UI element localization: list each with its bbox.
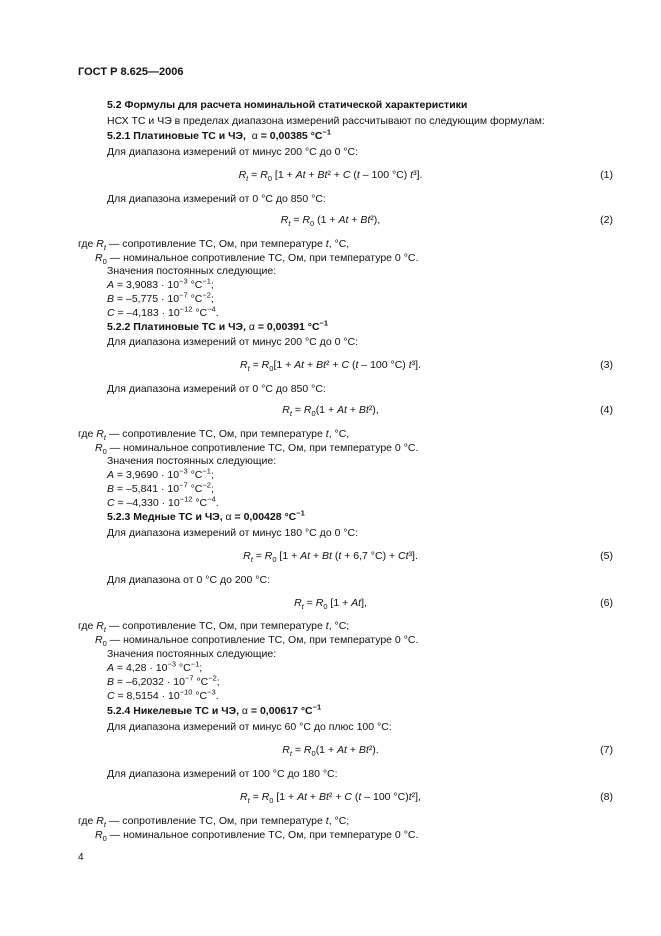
where-r0: $R_0$ — номинальное сопротивление ТС, Ом, при температуре 0 °С. (95, 829, 419, 844)
where-r0: $R_0$ — номинальное сопротивление ТС, Ом, при температуре 0 °С. (95, 442, 419, 457)
range-text: Для диапазона измерений от минус 200 °С до 0 °С: (107, 336, 359, 348)
section-intro: НСХ ТС и ЧЭ в пределах диапазона измерений рассчитывают по следующим формулам: (107, 115, 545, 127)
constant-b: $B = -5,841 \cdot 10^{-7}$ $^\circ С^{-2}$; (107, 480, 214, 495)
subsection-5-2-4: 5.2.4 Никелевые ТС и ЧЭ, α = 0,00617 $^\circ С^{-1}$ (107, 702, 322, 717)
formula-number: (8) (600, 791, 613, 803)
where-rt: где $R_t$ — сопротивление ТС, Ом, при температуре t, °С, (78, 428, 350, 443)
formula-number: (7) (600, 744, 613, 756)
formula-3: $R_t = R_0[1 + At + Bt^2 + C$ (t – 100 °С) t³]. (240, 359, 421, 374)
where-r0: $R_0$ — номинальное сопротивление ТС, Ом, при температуре 0 °С. (95, 252, 419, 267)
constant-a: $A = 3,9083 \cdot 10^{-3}$ $^\circ С^{-1}$; (107, 276, 214, 291)
constant-c: $C = -4,183 \cdot 10^{-12}$ $^\circ С^{-4}$. (107, 304, 219, 319)
formula-number: (3) (600, 359, 613, 371)
formula-4: $R_t = R_0(1 + At + Bt^2)$, (282, 404, 379, 419)
range-text: Для диапазона измерений от минус 180 °С до 0 °С: (107, 527, 359, 539)
formula-number: (1) (600, 169, 613, 181)
subsection-5-2-1: 5.2.1 Платиновые ТС и ЧЭ, α = 0,00385 $^\circ С^{-1}$ (107, 127, 332, 142)
where-rt: где $R_t$ — сопротивление ТС, Ом, при температуре t, °С, (78, 238, 350, 253)
range-text: Для диапазона измерений от 100 °С до 180 °С: (107, 768, 338, 780)
formula-8: $R_t = R_0$ [1 + At + Bt² + C (t – 100 °С)t²], (240, 791, 421, 806)
constant-a: $A = 4,28 \cdot 10^{-3}$ $^\circ С^{-1}$; (107, 659, 203, 674)
formula-5: $R_t = R_0$ [1 + At + Bt (t + 6,7 °С) + Ct³]. (243, 550, 418, 565)
formula-number: (4) (600, 404, 613, 416)
formula-number: (2) (600, 214, 613, 226)
formula-number: (6) (600, 597, 613, 609)
constant-b: $B = -5,775 \cdot 10^{-7}$ $^\circ С^{-2}$; (107, 290, 214, 305)
constant-c: $C = 8,5154 \cdot 10^{-10}$ $^\circ С^{-3}$. (107, 687, 219, 702)
range-text: Для диапазона измерений от минус 60 °С до плюс 100 °С: (107, 721, 392, 733)
constant-b: $B = -6,2032 \cdot 10^{-7}$ $^\circ С^{-2}$; (107, 673, 220, 688)
where-r0: $R_0$ — номинальное сопротивление ТС, Ом, при температуре 0 °С. (95, 634, 419, 649)
document-header: ГОСТ Р 8.625—2006 (78, 66, 184, 78)
range-text: Для диапазона измерений от 0 °С до 850 °С: (107, 383, 326, 395)
subsection-5-2-3: 5.2.3 Медные ТС и ЧЭ, α = 0,00428 $^\circ С^{-1}$ (107, 508, 305, 523)
range-text: Для диапазона измерений от минус 200 °С до 0 °С: (107, 146, 359, 158)
formula-6: $R_t = R_0$ [1 + At], (294, 597, 367, 612)
constant-a: $A = 3,9690 \cdot 10^{-3}$ $^\circ С^{-1}$; (107, 466, 214, 481)
formula-number: (5) (600, 550, 613, 562)
section-title: 5.2 Формулы для расчета номинальной статической характеристики (107, 99, 468, 111)
constants-intro: Значения постоянных следующие: (107, 265, 277, 277)
range-text: Для диапазона от 0 °С до 200 °С: (107, 574, 270, 586)
page-number: 4 (78, 852, 84, 863)
constants-intro: Значения постоянных следующие: (107, 648, 277, 660)
formula-7: $R_t = R_0(1 + At + Bt^2)$. (282, 744, 379, 759)
constants-intro: Значения постоянных следующие: (107, 455, 277, 467)
constant-c: $C = -4,330 \cdot 10^{-12}$ $^\circ С^{-4}$. (107, 494, 219, 509)
formula-1: $R_t = R_0$ [1 + At + Bt² + C (t – 100 °С) t³]. (238, 169, 423, 184)
where-rt: где $R_t$ — сопротивление ТС, Ом, при температуре t, °С; (78, 620, 350, 635)
where-rt: где $R_t$ — сопротивление ТС, Ом, при температуре t, °С; (78, 815, 350, 830)
formula-2: $R_t = R_0$ (1 + At + Bt²), (280, 214, 381, 229)
range-text: Для диапазона измерений от 0 °С до 850 °С: (107, 193, 326, 205)
subsection-5-2-2: 5.2.2 Платиновые ТС и ЧЭ, α = 0,00391 $^\circ С^{-1}$ (107, 318, 329, 333)
